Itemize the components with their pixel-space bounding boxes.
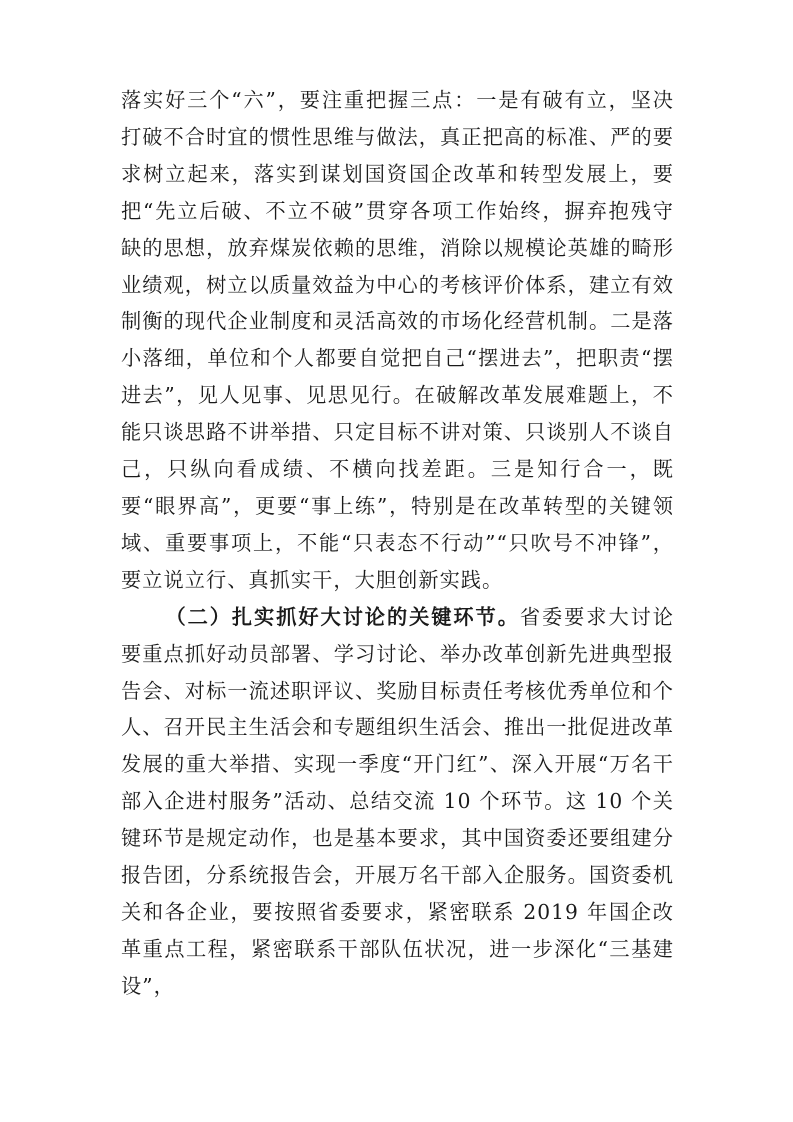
paragraph-2-body: 省委要求大讨论要重点抓好动员部署、学习讨论、举办改革创新先进典型报告会、对标一流述职评议、奖励目标责任考核优秀单位和个人、召开民主生活会和专题组织生活会、推出一批促进改革发展的重大举措、实现一季度“开门红”、深入开展“万名干部入企进村服务”活动、总结交流 10 个环节。这 10 个关键环节是规定动作，也是基本要求，其中国资委还要组建分报告团，分系统报告会，开展万名干部入企服务。国资委机关和各企业，要按照省委要求，紧密联系 2019 年国企改革重点工程，紧密联系干部队伍状况，进一步深化“三基建设”， [121,604,674,998]
paragraph-2 [121,599,674,1005]
document-page [121,82,674,1005]
paragraph-1: 落实好三个“六”，要注重把握三点：一是有破有立，坚决打破不合时宜的惯性思维与做法，真正把高的标准、严的要求树立起来，落实到谋划国资国企改革和转型发展上，要把“先立后破、不立不破”贯穿各项工作始终，摒弃抱残守缺的思想，放弃煤炭依赖的思维，消除以规模论英雄的畸形业绩观，树立以质量效益为中心的考核评价体系，建立有效制衡的现代企业制度和灵活高效的市场化经营机制。二是落小落细，单位和个人都要自觉把自己“摆进去”，把职责“摆进去”，见人见事、见思见行。在破解改革发展难题上，不能只谈思路不讲举措、只定目标不讲对策、只谈别人不谈自己，只纵向看成绩、不横向找差距。三是知行合一，既要“眼界高”，更要“事上练”，特别是在改革转型的关键领域、重要事项上，不能“只表态不行动”“只吹号不冲锋”，要立说立行、真抓实干，大胆创新实践。 [121,88,674,592]
section-heading: （二）扎实抓好大讨论的关键环节。 [165,604,520,629]
